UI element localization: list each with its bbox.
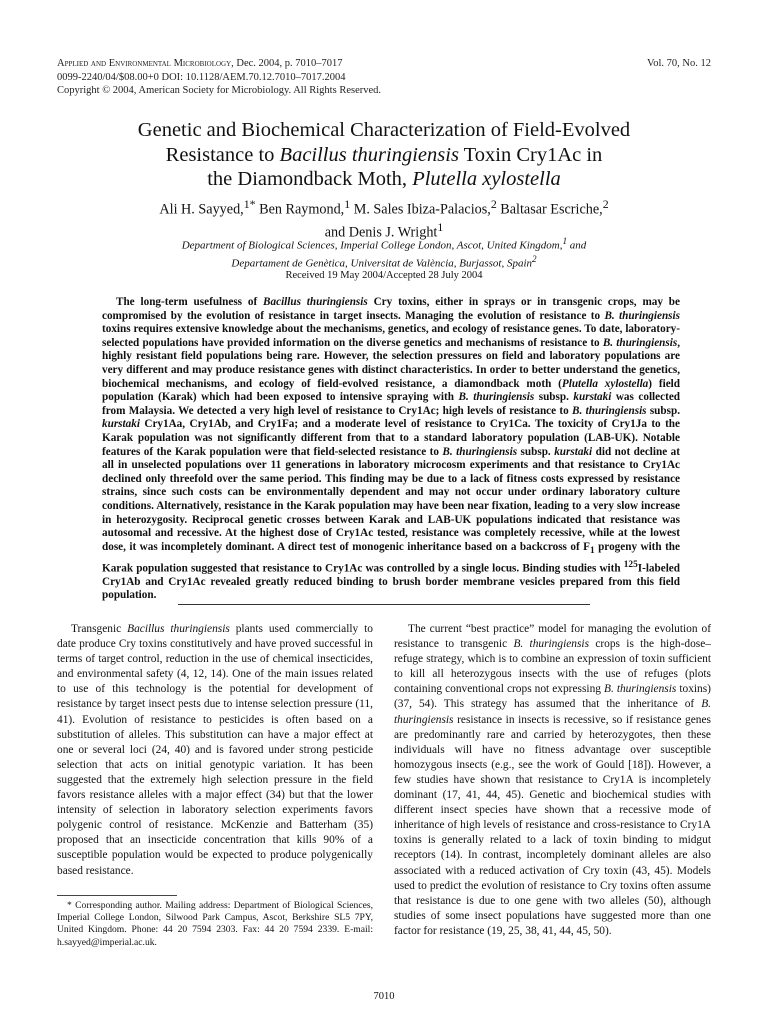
body-column-left [57, 622, 373, 879]
superscript: 125 [623, 559, 638, 570]
body-italic: B. thuringiensis [603, 683, 677, 696]
title-text: Resistance to [165, 143, 280, 166]
abstract-text: , highly resistant field populations being rare. However, the selection pressures on field and laboratory populations are very different and may produce resistance genes with distinct characteristics. In order to better understand the genetics, biochemical mechanisms, and ecology of field-evolved resistance, a diamondback moth ( [102, 336, 680, 390]
affil-mark: 2 [602, 197, 609, 211]
affil-mark: 1 [344, 197, 351, 211]
title-line-3 [70, 167, 698, 192]
abstract-italic: Plutella xylostella [561, 377, 649, 390]
body-italic: B. thuringiensis [394, 698, 711, 726]
abstract-italic: kurstaki [554, 445, 593, 458]
affil-mark: 2 [490, 197, 497, 211]
journal-name: Applied and Environmental Microbiology [57, 58, 232, 69]
issn-doi: 0099-2240/04/$08.00+0 DOI: 10.1128/AEM.70.12.7010–7017.2004 [57, 71, 346, 83]
affiliation-1 [70, 235, 698, 253]
body-text: resistance in insects is recessive, so if resistance genes are predominantly rare and carried by heterozygotes, then these individuals will have no fitness advantage over susceptible homozygous insects (e.g., see the work of Gould [18]). However, a few studies have shown that resistance to Cry1A is incompletely dominant (17, 41, 44, 45). Genetic and biochemical studies with different insect species have shown that a recessive mode of inheritance of high levels of resistance and cross-resistance to Cry1A toxins is generally related to a lack of toxin binding to midgut receptors (14). In contrast, incompletely dominant alleles are also associated with a reduced activation of Cry toxin (43, 45). Models used to predict the evolution of resistance to Cry toxins often assume that resistance is due to one gene with two alleles (50), although studies of some insect populations have suggested more than one factor for resistance (19, 25, 38, 41, 44, 45, 50). [394, 713, 711, 937]
article-title [70, 118, 698, 192]
abstract-text: I-labeled Cry1Ab and Cry1Ac revealed greatly reduced binding to brush border membrane vesicles prepared from this field population. [102, 562, 680, 602]
abstract-italic: B. thuringiensis [458, 391, 535, 404]
abstract-text: subsp. [534, 391, 574, 404]
title-line-1: Genetic and Biochemical Characterization of Field-Evolved [137, 119, 631, 141]
abstract-text: ) field population (Karak) which had been exposed to intensive spraying with [102, 377, 680, 404]
abstract [102, 296, 680, 603]
body-text: plants used commercially to date produce Cry toxins constitutively and have proved successful in terms of target control, reduction in the use of chemical insecticides, and environmental safety (4, 12, 14). One of the main issues related to use of this technology is the potential for development of resistance by target insect pests due to intense selection pressure (11, 41). Evolution of resistance to pesticides is often based on a substitution of alleles. This substitution can have a major effect at one or several loci (24, 40) and is favored under strong pesticide selection that acts on initial genotypic variation. It has been suggested that the extremely high selection pressure in the field favors resistance alleles with a major effect (34) but that the lower intensity of selection in laboratory selection experiments favors polygenic control of resistance. McKenzie and Batterham (35) proposed that an insecticide concentration that kills 90% of a susceptible population would be expected to produce polygenically based resistance. [57, 623, 373, 877]
author-name: Ali H. Sayyed, [159, 201, 244, 218]
author-name: M. Sales Ibiza-Palacios, [350, 201, 491, 218]
affil-mark: 1 [562, 236, 568, 246]
abstract-italic: kurstaki [102, 418, 140, 431]
body-italic: Bacillus thuringiensis [127, 623, 230, 635]
page-number: 7010 [373, 991, 395, 1002]
affiliation-text: Department of Biological Sciences, Imperial College London, Ascot, United Kingdom, [181, 239, 563, 252]
received-dates: Received 19 May 2004/Accepted 28 July 2004 [285, 270, 483, 281]
abstract-text: was collected from Malaysia. We detected a very high level of resistance to Cry1Ac; high levels of resistance to [102, 391, 681, 417]
paragraph [57, 622, 373, 879]
authors-line-1 [70, 196, 698, 219]
title-species: Bacillus thuringiensis [279, 143, 459, 166]
body-column-right [394, 622, 711, 939]
abstract-text: Cry1Aa, Cry1Ab, and Cry1Fa; and a moderate level of resistance to Cry1Ca. The toxicity of Cry1Ja to the Karak population was not significantly different from that to a standard laboratory population (LAB-UK). Notable features of the Karak population were that field-selected resistance to [102, 418, 680, 458]
abstract-italic: B. thuringiensis [572, 404, 647, 417]
copyright: Copyright © 2004, American Society for Microbiology. All Rights Reserved. [57, 85, 382, 96]
affiliations [70, 235, 698, 271]
title-text: Toxin Cry1Ac in [458, 143, 603, 166]
subscript: 1 [589, 545, 595, 556]
abstract-italic: B. thuringiensis [604, 309, 681, 322]
abstract-text: subsp. [646, 404, 681, 417]
abstract-text: Cry toxins, either in sprays or in transgenic crops, may be compromised by the evolution of resistance in target insects. Managing the evolution of resistance to [102, 296, 680, 322]
footnote-divider [57, 895, 177, 896]
abstract-italic: Bacillus thuringiensis [263, 296, 368, 308]
affiliation-text: and [567, 239, 587, 252]
corresponding-author-footnote: * Corresponding author. Mailing address: Department of Biological Sciences, Imperial College London, Silwood Park Campus, Ascot, Berkshire SL5 7PY, United Kingdom. Phone: 44 20 7594 2303. Fax: 44 20 7594 2339. E-mail: h.sayyed@imperial.ac.uk. [57, 900, 373, 948]
journal-citation: , Dec. 2004, p. 7010–7017 [231, 58, 343, 69]
body-text: The current “best practice” model for managing the evolution of resistance to transgenic [394, 623, 711, 651]
author-name: and Denis J. Wright [324, 224, 438, 241]
journal-header [57, 57, 711, 98]
title-text: the Diamondback Moth, [207, 168, 413, 190]
affil-mark: 1 [437, 220, 444, 235]
abstract-text: toxins requires extensive knowledge about the mechanisms, genetics, and ecology of resistance genes. To date, laboratory-selected populations have provided information on the diverse genetics and mechanisms of resistance to [102, 323, 680, 349]
author-name: Ben Raymond, [255, 201, 345, 218]
body-text: crops is the high-dose–refuge strategy, which is to combine an expression of toxin sufficient to kill all heterozygous insects with the use of refuges (plots containing conventional crops not expressing [394, 638, 711, 696]
paragraph [394, 622, 711, 939]
affil-mark: 1 [243, 197, 250, 211]
abstract-divider [178, 604, 590, 605]
title-line-2 [70, 143, 698, 168]
citation-line [57, 57, 711, 71]
abstract-text: did not decline at all in unselected populations over 11 generations in laboratory microcosm experiments and that resistance to Cry1Ac declined only threefold over the same period. This finding may be due to a lack of fitness costs expressed by resistance strains, since such costs can be environmentally dependent and may not occur under ordinary laboratory culture conditions. Alternatively, resistance in the Karak population may have been near fixation, leading to a very slow increase in heterozygosity. Reciprocal genetic crosses between Karak and LAB-UK populations indicated that resistance was autosomal and recessive. At the highest dose of Cry1Ac tested, resistance was completely recessive, while at the lowest dose, it was incompletely dominant. A direct test of monogenic inheritance based on a backcross of F [102, 445, 680, 553]
title-species: Plutella xylostella [412, 168, 561, 190]
abstract-text: subsp. [517, 445, 555, 458]
body-italic: B. thuringiensis [513, 638, 590, 651]
body-text: toxins) (37, 54). This strategy has assumed that the inheritance of [394, 683, 711, 711]
abstract-italic: B. thuringiensis [602, 336, 678, 349]
abstract-text: progeny with the Karak population suggested that resistance to Cry1Ac was controlled by a single locus. Binding studies with [102, 540, 680, 575]
affiliation-2 [70, 253, 698, 271]
abstract-italic: B. thuringiensis [442, 445, 518, 458]
abstract-text: The long-term usefulness of [116, 296, 264, 308]
body-text: Transgenic [71, 623, 128, 635]
volume-number: Vol. 70, No. 12 [647, 58, 711, 69]
affiliation-text: Departament de Genètica, Universitat de València, Burjassot, Spain [231, 257, 533, 270]
affil-mark: 2 [532, 254, 537, 265]
author-name: Baltasar Escriche, [496, 201, 603, 218]
corresponding-mark: * [249, 197, 256, 211]
abstract-italic: kurstaki [573, 391, 612, 404]
